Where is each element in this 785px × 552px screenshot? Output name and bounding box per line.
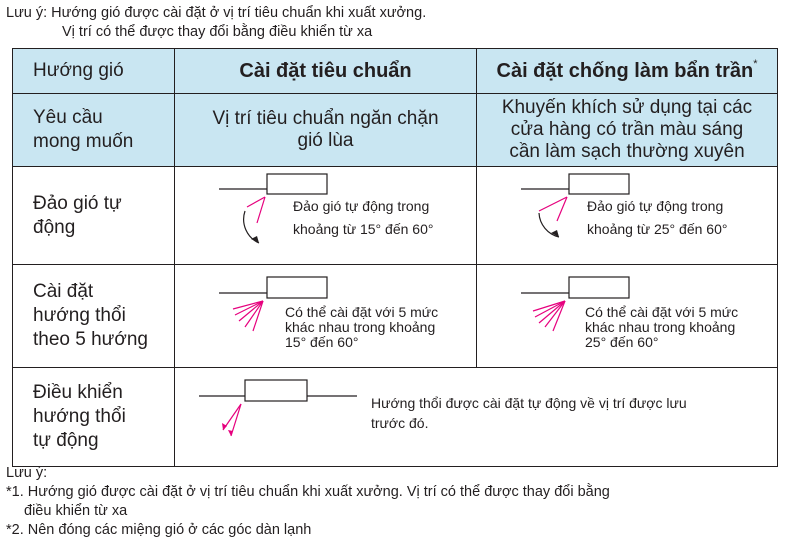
- header-airflow: Hướng gió: [13, 49, 175, 94]
- auto-swing-anti-stain-line: khoảng từ 25° đến 60°: [587, 221, 728, 237]
- five-step-anti-stain-line: Có thể cài đặt với 5 mức: [585, 304, 739, 320]
- five-step-standard-line: Có thể cài đặt với 5 mức: [285, 304, 439, 320]
- note-1-line1: *1. Hướng gió được cài đặt ở vị trí tiêu chuẩn khi xuất xưởng. Vị trí có thể được thay đổi bằng: [6, 484, 610, 500]
- requirement-label-line: mong muốn: [33, 131, 134, 152]
- five-step-anti-stain-text: [585, 305, 738, 350]
- bottom-notes-title: Lưu ý:: [6, 465, 48, 481]
- swing-diagram-standard: [175, 167, 295, 264]
- five-step-anti-stain-line: 25° đến 60°: [585, 334, 659, 350]
- header-standard: Cài đặt tiêu chuẩn: [175, 49, 477, 94]
- requirement-anti-stain-line: Khuyến khích sử dụng tại các: [501, 97, 753, 118]
- requirement-row: [13, 94, 778, 167]
- requirement-anti-stain: [477, 94, 778, 167]
- bottom-notes: [6, 464, 610, 540]
- five-step-label: [13, 265, 175, 368]
- auto-swing-label: [13, 167, 175, 265]
- swing-diagram-anti-stain: [477, 167, 597, 264]
- five-step-anti-stain-line: khác nhau trong khoảng: [585, 319, 736, 335]
- requirement-label-line: Yêu cầu: [33, 107, 103, 128]
- top-note-line2: Vị trí có thể được thay đổi bằng điều khiển từ xa: [62, 24, 373, 40]
- top-note-line1: Lưu ý: Hướng gió được cài đặt ở vị trí tiêu chuẩn khi xuất xưởng.: [6, 5, 427, 21]
- five-step-diagram-standard: [175, 265, 295, 367]
- five-step-label-line: hướng thổi: [33, 305, 126, 326]
- requirement-anti-stain-line: cửa hàng có trần màu sáng: [510, 119, 744, 140]
- auto-swing-standard: [175, 167, 477, 265]
- top-note: [6, 4, 426, 42]
- auto-swing-anti-stain: [477, 167, 778, 265]
- airflow-table: [12, 48, 778, 467]
- header-row: [13, 49, 778, 94]
- auto-control-label-line: tự động: [33, 430, 99, 451]
- five-step-label-line: theo 5 hướng: [33, 329, 148, 350]
- requirement-label: [13, 94, 175, 167]
- five-step-standard: [175, 265, 477, 368]
- header-anti-stain-text: Cài đặt chống làm bẩn trần: [496, 59, 754, 82]
- auto-swing-label-line: Đảo gió tự: [33, 192, 122, 214]
- auto-control-label-line: hướng thổi: [33, 406, 126, 427]
- auto-swing-label-line: động: [33, 216, 76, 238]
- auto-control-text-line: trước đó.: [371, 415, 429, 431]
- note-1-line2: điều khiển từ xa: [24, 503, 128, 519]
- auto-control-row: [13, 368, 778, 467]
- auto-control-text-line: Hướng thổi được cài đặt tự động về vị trí được lưu: [371, 395, 687, 411]
- auto-control-content: [175, 368, 778, 467]
- auto-swing-standard-text: [293, 198, 433, 238]
- auto-swing-anti-stain-text: [587, 198, 727, 238]
- five-step-diagram-anti-stain: [477, 265, 597, 367]
- requirement-anti-stain-line: cần làm sạch thường xuyên: [509, 141, 745, 162]
- auto-swing-standard-line: khoảng từ 15° đến 60°: [293, 221, 434, 237]
- header-anti-stain: [477, 49, 778, 94]
- five-step-standard-text: [285, 305, 438, 350]
- five-step-label-line: Cài đặt: [33, 281, 94, 302]
- header-asterisk: *: [753, 57, 758, 70]
- auto-control-label-line: Điều khiển: [33, 382, 123, 403]
- auto-control-diagram: [175, 368, 375, 466]
- note-2: *2. Nên đóng các miệng gió ở các góc dàn lạnh: [6, 522, 312, 538]
- auto-control-text: [371, 393, 687, 433]
- requirement-standard-line: gió lùa: [297, 130, 354, 151]
- requirement-standard-line: Vị trí tiêu chuẩn ngăn chặn: [212, 108, 439, 129]
- five-step-standard-line: khác nhau trong khoảng: [285, 319, 436, 335]
- auto-swing-row: [13, 167, 778, 265]
- auto-swing-standard-line: Đảo gió tự động trong: [293, 198, 430, 214]
- auto-control-label: [13, 368, 175, 467]
- five-step-anti-stain: [477, 265, 778, 368]
- requirement-standard: [175, 94, 477, 167]
- five-step-standard-line: 15° đến 60°: [285, 334, 359, 350]
- auto-swing-anti-stain-line: Đảo gió tự động trong: [587, 198, 724, 214]
- five-step-row: [13, 265, 778, 368]
